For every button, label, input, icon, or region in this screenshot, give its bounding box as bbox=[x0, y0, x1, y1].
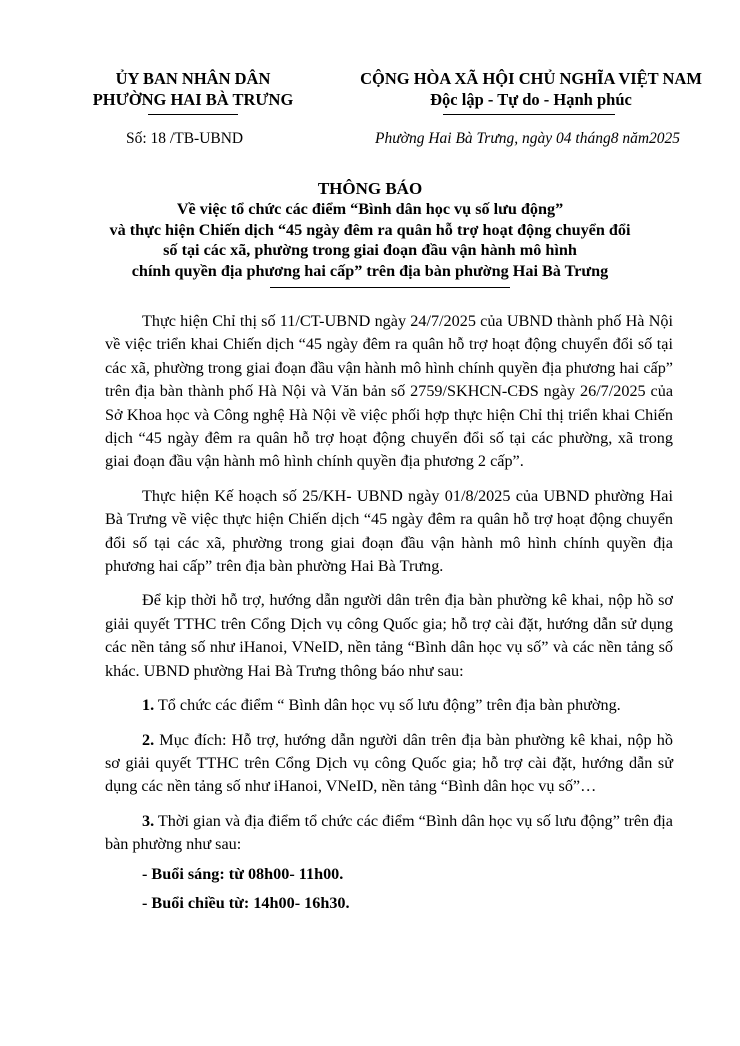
item-3 bbox=[105, 810, 673, 857]
item-2 bbox=[105, 729, 673, 799]
document-number: Số: 18 /TB-UBND bbox=[126, 130, 244, 147]
item-3-text: Thời gian và địa điểm tổ chức các điểm “Bình dân học vụ số lưu động” trên địa bàn phường như sau: bbox=[105, 811, 673, 854]
item-3-number: 3. bbox=[142, 811, 155, 830]
agency-underline bbox=[148, 114, 238, 115]
motto-underline bbox=[443, 114, 615, 115]
subject-line-3: số tại các xã, phường trong giai đoạn đầu vận hành mô hình bbox=[163, 241, 577, 259]
item-2-text: Mục đích: Hỗ trợ, hướng dẫn người dân trên địa bàn phường kê khai, nộp hồ sơ giải quyết TTHC trên Cổng Dịch vụ công Quốc gia; hỗ trợ cài đặt, hướng dẫn sử dụng các nền tảng số như iHanoi, VNeID, nền tảng “Bình dân học vụ số”… bbox=[105, 730, 673, 796]
document-type: THÔNG BÁO bbox=[317, 179, 423, 198]
afternoon-schedule: - Buổi chiều từ: 14h00- 16h30. bbox=[142, 893, 350, 912]
title-block bbox=[80, 178, 660, 281]
document-body bbox=[105, 310, 673, 915]
paragraph-2: Thực hiện Kế hoạch số 25/KH- UBND ngày 01/8/2025 của UBND phường Hai Bà Trưng về việc thực hiện Chiến dịch “45 ngày đêm ra quân hỗ trợ hoạt động chuyển đổi số tại các xã, phường trong giai đoạn đầu vận hành mô hình chính quyền địa phương hai cấp” trên địa bàn phường Hai Bà Trưng. bbox=[105, 486, 673, 576]
country-name: CỘNG HÒA XÃ HỘI CHỦ NGHĨA VIỆT NAM bbox=[360, 69, 702, 88]
item-1-text: Tổ chức các điểm “ Bình dân học vụ số lưu động” trên địa bàn phường. bbox=[154, 696, 621, 715]
national-motto bbox=[355, 68, 707, 110]
place-date: Phường Hai Bà Trưng, ngày 04 tháng8 năm2025 bbox=[375, 130, 681, 147]
agency-line-2: PHƯỜNG HAI BÀ TRƯNG bbox=[92, 90, 294, 109]
paragraph-3: Để kịp thời hỗ trợ, hướng dẫn người dân trên địa bàn phường kê khai, nộp hồ sơ giải quyết TTHC trên Cổng Dịch vụ công Quốc gia; hỗ trợ cài đặt, hướng dẫn sử dụng các nền tảng số như iHanoi, VNeID, nền tảng “Bình dân học vụ số” và các nền tảng số khác. UBND phường Hai Bà Trưng thông báo như sau: bbox=[105, 591, 673, 680]
item-1-number: 1. bbox=[142, 696, 155, 715]
title-underline bbox=[270, 287, 510, 288]
subject-line-1: Về việc tổ chức các điểm “Bình dân học vụ số lưu động” bbox=[176, 200, 564, 218]
subject-line-2: và thực hiện Chiến dịch “45 ngày đêm ra quân hỗ trợ hoạt động chuyển đổi bbox=[109, 220, 631, 239]
item-2-number: 2. bbox=[142, 730, 155, 749]
paragraph-1: Thực hiện Chỉ thị số 11/CT-UBND ngày 24/7/2025 của UBND thành phố Hà Nội về việc triển khai Chiến dịch “45 ngày đêm ra quân hỗ trợ hoạt động chuyển đổi số tại các xã, phường trong giai đoạn đầu vận hành mô hình chính quyền địa phương hai cấp” trên địa bàn thành phố Hà Nội và Văn bản số 2759/SKHCN-CĐS ngày 26/7/2025 của Sở Khoa học và Công nghệ Hà Nội về việc phối hợp thực hiện Chỉ thị triển khai Chiến dịch “45 ngày đêm ra quân hỗ trợ hoạt động chuyển đổi số tại các phường, xã trong giai đoạn đầu vận hành mô hình chính quyền địa phương 2 cấp”. bbox=[105, 312, 673, 471]
agency-line-1: ỦY BAN NHÂN DÂN bbox=[115, 69, 271, 88]
motto: Độc lập - Tự do - Hạnh phúc bbox=[430, 90, 632, 109]
item-1 bbox=[105, 694, 673, 717]
subject-line-4: chính quyền địa phương hai cấp” trên địa bàn phường Hai Bà Trưng bbox=[131, 261, 609, 280]
morning-schedule: - Buổi sáng: từ 08h00- 11h00. bbox=[142, 864, 344, 883]
issuing-agency bbox=[82, 68, 304, 110]
